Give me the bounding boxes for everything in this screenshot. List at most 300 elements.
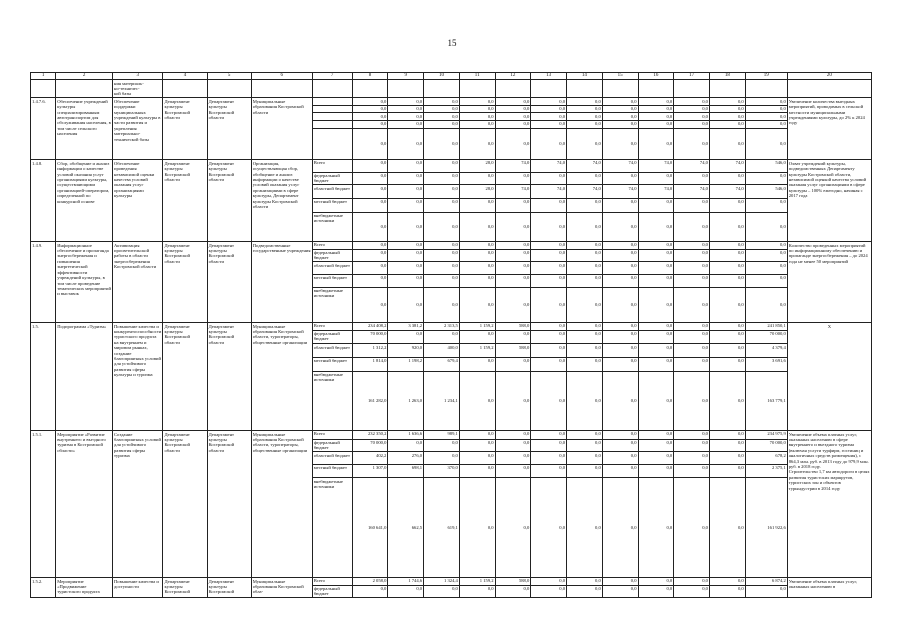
column-number: 10	[424, 73, 460, 80]
row-executor: Департамент культуры Костромской области	[163, 98, 207, 160]
value-cell: 0,0	[639, 98, 674, 105]
value-cell: 0,0	[531, 323, 566, 330]
value-column	[709, 98, 745, 160]
value-cell: 0,0	[487, 141, 494, 147]
row-participants: Организация, осуществляющая сбор, обобщение и анализ информации о качестве условий оказания услуг организациями в сфере культуры, Департамент культуры Костромской области	[251, 160, 312, 242]
value-cell: 74,0	[496, 185, 531, 199]
value-cell: 588,0	[496, 323, 531, 330]
value-column	[745, 160, 787, 242]
value-cell: 0,0	[710, 330, 745, 344]
value-column	[424, 578, 460, 598]
value-cell: 0,0	[496, 113, 531, 121]
value-cell: 1 198,2	[388, 357, 423, 371]
value-cell: 28,0	[460, 160, 495, 172]
value-cell: 0,0	[496, 242, 531, 249]
funding-source: федеральный бюджет	[313, 439, 352, 452]
column-number: 14	[567, 73, 603, 80]
value-cell: 0,0	[531, 578, 566, 585]
value-cell: 0,0	[666, 224, 673, 230]
value-cell: 0,0	[567, 262, 602, 275]
funding-source	[313, 113, 352, 121]
value-column	[352, 578, 388, 598]
value-cell: 679,4	[424, 357, 459, 371]
value-cell: 0,0	[710, 357, 745, 371]
value-cell: 0,0	[746, 198, 787, 212]
value-cell: 163 779,1	[767, 398, 786, 404]
funding-sources	[312, 242, 352, 323]
value-cell: 0,0	[523, 302, 530, 308]
value-cell: 0,0	[460, 249, 495, 262]
value-cell: 0,0	[710, 439, 745, 452]
value-cell: 0,0	[496, 452, 531, 465]
table-row	[31, 431, 872, 578]
value-cell: 0,0	[496, 439, 531, 452]
value-cell: 0,0	[746, 172, 787, 185]
row-executor: Департамент культуры Костромской области	[163, 323, 207, 431]
column-number: 11	[459, 73, 495, 80]
value-column	[459, 323, 495, 431]
value-cell: 0,0	[603, 113, 638, 121]
value-cell: 0,0	[666, 141, 673, 147]
row-content: Активизация просветительской работы в области энергосбережения Костромской области	[112, 242, 162, 323]
value-cell: 0,0	[567, 330, 602, 344]
table-row	[31, 160, 872, 242]
row-content: Обеспечение поддержки муниципальных учреждений культуры в части развития и укрепления материально-технической базы	[112, 98, 162, 160]
funding-source	[313, 105, 352, 113]
value-cell: 0,0	[567, 578, 602, 585]
value-cell: 0,0	[746, 242, 787, 249]
value-cell: 0,0	[567, 172, 602, 185]
column-number: 15	[602, 73, 638, 80]
row-executor: Департамент культуры Костромской области	[163, 160, 207, 242]
value-column	[745, 578, 787, 598]
page-number: 15	[447, 38, 457, 48]
value-cell: 0,0	[460, 242, 495, 249]
value-cell: 0,0	[353, 198, 388, 212]
value-cell: 3 691,6	[746, 357, 787, 371]
value-column	[602, 160, 638, 242]
value-cell: 546,0	[746, 160, 787, 172]
value-cell: 0,0	[639, 249, 674, 262]
column-number: 13	[531, 73, 567, 80]
row-content: Обеспечение проведения независимой оценки качества условий оказания услуг организациями культуры	[112, 160, 162, 242]
value-cell: 0,0	[674, 578, 709, 585]
value-cell: 0,0	[674, 249, 709, 262]
value-cell: 1 312,2	[353, 344, 388, 358]
value-column	[531, 98, 567, 160]
value-cell: 0,0	[710, 431, 745, 439]
row-result: Увеличение объема платных услуг, оказанных населению в	[787, 578, 871, 598]
value-cell: 0,0	[595, 398, 601, 404]
row-result: Увеличение объема платных услуг, оказанных населению в сфере внутреннего и въездного туризма (включая услуги турфирм, гостиниц и аналогичных средств размещения), с 864,3 млн. руб. в 2013 году до 979,9 млн. руб. в 2018 году. Строительство 1,7 км автодороги в целях развития туристских маршрутов, туристских зон и объектов турындустрии в 2014 году	[787, 431, 871, 578]
value-cell: 0,0	[460, 464, 495, 478]
funding-source	[313, 121, 352, 129]
value-cell: 0,0	[487, 302, 494, 308]
value-cell: 0,0	[531, 242, 566, 249]
value-column	[709, 578, 745, 598]
row-coexecutor: Департамент культуры Костромской области	[207, 431, 251, 578]
continuation-row	[31, 80, 872, 98]
value-column	[602, 242, 638, 323]
value-cell: 1 744,6	[388, 578, 423, 585]
row-coexecutor: Департамент культуры Костромской области	[207, 242, 251, 323]
value-cell: 0,0	[674, 172, 709, 185]
value-column	[495, 323, 531, 431]
value-cell: 241 850,1	[746, 323, 787, 330]
value-cell: 0,0	[567, 464, 602, 478]
value-column	[495, 242, 531, 323]
value-column	[352, 160, 388, 242]
value-cell: 0,0	[567, 121, 602, 129]
value-cell: 0,0	[380, 141, 387, 147]
table-row	[31, 242, 872, 323]
row-code: 1.5.2.	[31, 578, 56, 598]
value-cell: 0,0	[674, 113, 709, 121]
value-cell: 0,0	[531, 105, 566, 113]
column-number: 8	[352, 73, 388, 80]
value-cell: 0,0	[496, 431, 531, 439]
value-column	[602, 431, 638, 578]
value-column	[602, 98, 638, 160]
value-cell: 0,0	[639, 242, 674, 249]
value-cell: 0,0	[460, 357, 495, 371]
value-cell: 0,0	[531, 249, 566, 262]
value-cell: 4 379,4	[746, 344, 787, 358]
value-column	[638, 242, 674, 323]
value-column	[709, 242, 745, 323]
funding-sources	[312, 160, 352, 242]
value-cell: 0,0	[567, 198, 602, 212]
value-cell: 1 814,0	[353, 357, 388, 371]
value-cell: 0,0	[567, 452, 602, 465]
funding-source: федеральный бюджет	[313, 249, 352, 262]
value-cell: 0,0	[702, 525, 708, 531]
value-cell: 161 922,6	[767, 525, 786, 531]
funding-source: областной бюджет	[313, 344, 352, 358]
value-cell: 619,1	[447, 525, 458, 531]
row-coexecutor: Департамент культуры Костромской области	[207, 160, 251, 242]
value-cell: 662,5	[411, 525, 423, 531]
value-cell: 0,0	[380, 224, 387, 230]
value-column	[674, 431, 710, 578]
value-cell: 0,0	[388, 172, 423, 185]
funding-source: федеральный бюджет	[313, 330, 352, 344]
value-cell: 0,0	[353, 249, 388, 262]
value-cell: 0,0	[424, 113, 459, 121]
value-cell: 6 874,2	[746, 578, 787, 585]
value-cell: 0,0	[567, 249, 602, 262]
table-row	[31, 578, 872, 598]
funding-source: федеральный бюджет	[313, 172, 352, 185]
value-cell: 0,0	[710, 274, 745, 287]
value-cell: 0,0	[746, 105, 787, 113]
value-cell: 0,0	[603, 431, 638, 439]
column-number: 6	[251, 73, 312, 80]
row-code: 1.4.7.6.	[31, 98, 56, 160]
value-column	[352, 98, 388, 160]
value-cell: 0,0	[460, 98, 495, 105]
value-cell: 0,0	[674, 344, 709, 358]
value-cell: 0,0	[496, 198, 531, 212]
table-body	[31, 73, 872, 598]
value-cell: 0,0	[710, 323, 745, 330]
value-column	[674, 160, 710, 242]
funding-source: Всего	[313, 323, 352, 330]
value-cell: 0,0	[559, 141, 566, 147]
value-cell: 0,0	[639, 262, 674, 275]
value-cell: 0,0	[710, 172, 745, 185]
column-number: 1	[31, 73, 56, 80]
value-cell: 0,0	[487, 585, 494, 591]
value-cell: 0,0	[353, 98, 388, 105]
value-cell: 0,0	[559, 525, 566, 531]
value-cell: 0,0	[603, 249, 638, 262]
value-column	[638, 98, 674, 160]
value-cell: 0,0	[674, 330, 709, 344]
value-cell: 0,0	[424, 330, 459, 344]
value-cell: 0,0	[388, 185, 423, 199]
value-cell: 0,0	[702, 398, 708, 404]
value-cell: 0,0	[416, 141, 423, 147]
value-cell: 1 324,4	[424, 578, 459, 585]
value-cell: 0,0	[710, 242, 745, 249]
value-column	[531, 431, 567, 578]
value-cell: 0,0	[603, 262, 638, 275]
value-cell: 0,0	[531, 262, 566, 275]
value-cell: 0,0	[639, 323, 674, 330]
value-column	[709, 323, 745, 431]
value-cell: 70 000,0	[353, 330, 388, 344]
row-executor: Департамент культуры Костромской области	[163, 431, 207, 578]
value-cell: 0,0	[674, 323, 709, 330]
value-cell: 0,0	[639, 113, 674, 121]
value-cell: 0,0	[353, 185, 388, 199]
value-cell: 0,0	[380, 585, 387, 591]
funding-source: Всего	[313, 242, 352, 249]
value-cell: 74,0	[674, 185, 709, 199]
value-cell: 0,0	[639, 464, 674, 478]
funding-source: Всего	[313, 160, 352, 172]
value-column	[352, 242, 388, 323]
value-cell: 0,0	[710, 105, 745, 113]
value-cell: 0,0	[353, 105, 388, 113]
value-cell: 0,0	[780, 141, 786, 147]
value-cell: 0,0	[630, 398, 637, 404]
value-cell: 0,0	[559, 224, 566, 230]
value-cell: 0,0	[710, 578, 745, 585]
value-cell: 160 641,0	[367, 525, 387, 531]
value-cell: 0,0	[639, 452, 674, 465]
value-column	[531, 323, 567, 431]
funding-source: внебюджетные источники	[313, 478, 343, 490]
value-cell: 0,0	[531, 113, 566, 121]
value-cell: 0,0	[523, 585, 530, 591]
value-cell: 1 636,6	[388, 431, 423, 439]
column-number: 3	[112, 73, 162, 80]
funding-source: внебюджетные источники	[313, 287, 343, 299]
value-cell: 0,0	[674, 242, 709, 249]
value-cell: 70 000,0	[353, 439, 388, 452]
row-coexecutor: Департамент культуры Костромской	[207, 578, 251, 598]
row-code: 1.5.	[31, 323, 56, 431]
value-cell: 0,0	[710, 198, 745, 212]
value-cell: 0,0	[424, 452, 459, 465]
value-column	[531, 242, 567, 323]
value-cell: 0,0	[460, 198, 495, 212]
value-cell: 0,0	[674, 98, 709, 105]
row-content: Повышение качества и конкурентоспособности туристского продукта на внутреннем и мировом рынках, создание благоприятных условий для устойчивого развития сферы культуры и туризма	[112, 323, 162, 431]
column-number: 18	[709, 73, 745, 80]
value-cell: 0,0	[666, 302, 673, 308]
value-column	[674, 578, 710, 598]
value-cell: 0,0	[603, 452, 638, 465]
value-column	[567, 98, 603, 160]
value-cell: 0,0	[496, 357, 531, 371]
value-column	[495, 431, 531, 578]
value-cell: 0,0	[639, 344, 674, 358]
value-cell: 0,0	[674, 262, 709, 275]
column-number-row	[31, 73, 872, 80]
value-cell: 0,0	[567, 439, 602, 452]
value-cell: 0,0	[710, 121, 745, 129]
value-cell: 0,0	[416, 224, 423, 230]
row-content: Создание благоприятных условий для устойчивого развития сферы туризма	[112, 431, 162, 578]
value-cell: 0,0	[639, 198, 674, 212]
value-cell: 0,0	[639, 172, 674, 185]
value-cell: 0,0	[424, 172, 459, 185]
value-cell: 0,0	[353, 172, 388, 185]
value-cell: 0,0	[531, 431, 566, 439]
value-cell: 74,0	[603, 160, 638, 172]
value-cell: 0,0	[487, 224, 494, 230]
value-cell: 2 313,5	[424, 323, 459, 330]
value-cell: 0,0	[531, 344, 566, 358]
value-column	[388, 578, 424, 598]
value-cell: 74,0	[710, 185, 745, 199]
value-cell: 0,0	[567, 323, 602, 330]
value-cell: 0,0	[388, 160, 423, 172]
value-cell: 0,0	[710, 464, 745, 478]
value-cell: 70 000,0	[746, 330, 787, 344]
value-cell: 0,0	[388, 198, 423, 212]
value-cell: 0,0	[460, 121, 495, 129]
value-cell: 161 282,0	[367, 398, 387, 404]
value-cell: 74,0	[531, 185, 566, 199]
value-column	[674, 323, 710, 431]
value-cell: 0,0	[388, 274, 423, 287]
value-cell: 0,0	[531, 330, 566, 344]
value-cell: 0,0	[639, 330, 674, 344]
funding-sources	[312, 431, 352, 578]
funding-source: областной бюджет	[313, 262, 352, 275]
value-column	[709, 431, 745, 578]
value-column	[352, 431, 388, 578]
value-cell: 0,0	[603, 330, 638, 344]
value-cell: 0,0	[424, 105, 459, 113]
value-cell: 0,0	[496, 262, 531, 275]
value-cell: 0,0	[595, 585, 601, 591]
value-cell: 0,0	[416, 585, 423, 591]
value-column	[745, 98, 787, 160]
value-column	[459, 431, 495, 578]
row-result: Охват учреждений культуры, подведомственных Департаменту культуры Костромской области, независимой оценкой качества условий оказания услуг организациями в сфере культуры – 100% ежегодно, начиная с 2017 года	[787, 160, 871, 242]
value-cell: 0,0	[567, 98, 602, 105]
value-column	[459, 578, 495, 598]
value-cell: 1 159,2	[460, 344, 495, 358]
value-cell: 0,0	[567, 113, 602, 121]
value-cell: 0,0	[674, 121, 709, 129]
value-cell: 28,0	[460, 185, 495, 199]
funding-source: местный бюджет	[313, 464, 352, 478]
value-cell: 0,0	[710, 249, 745, 262]
value-cell: 0,0	[639, 121, 674, 129]
funding-source: Всего	[313, 578, 352, 585]
value-cell: 0,0	[452, 302, 458, 308]
value-cell: 74,0	[603, 185, 638, 199]
value-column	[674, 242, 710, 323]
value-column	[638, 160, 674, 242]
value-cell: 1 263,0	[408, 398, 423, 404]
value-cell: 0,0	[523, 525, 530, 531]
value-cell: 74,0	[674, 160, 709, 172]
row-participants: Муниципальные образования Костромской области	[251, 98, 312, 160]
row-executor: Департамент культуры Костромской области	[163, 242, 207, 323]
value-column	[638, 323, 674, 431]
value-cell: 402,2	[353, 452, 388, 465]
value-cell: 0,0	[496, 172, 531, 185]
value-column	[674, 98, 710, 160]
column-number: 4	[163, 73, 207, 80]
value-column	[638, 578, 674, 598]
value-cell: 0,0	[710, 452, 745, 465]
value-cell: 0,0	[595, 302, 601, 308]
funding-source: Всего	[313, 431, 352, 439]
value-cell: 0,0	[531, 98, 566, 105]
value-cell: 0,0	[666, 585, 673, 591]
value-cell: 0,0	[674, 439, 709, 452]
value-cell: 0,0	[702, 224, 708, 230]
value-column	[424, 242, 460, 323]
value-cell: 400,0	[424, 344, 459, 358]
value-cell: 0,0	[523, 141, 530, 147]
table-row	[31, 98, 872, 160]
value-cell: 0,0	[737, 398, 744, 404]
column-number: 12	[495, 73, 531, 80]
row-content: Повышение качества и доступности	[112, 578, 162, 598]
value-cell: 0,0	[380, 302, 387, 308]
value-cell: 0,0	[531, 172, 566, 185]
funding-sources	[312, 98, 352, 160]
value-cell: 0,0	[595, 224, 601, 230]
funding-source: местный бюджет	[313, 198, 352, 212]
value-cell: 0,0	[674, 464, 709, 478]
value-cell: 0,0	[424, 121, 459, 129]
value-column	[388, 242, 424, 323]
value-cell: 0,0	[710, 262, 745, 275]
value-cell: 1 159,2	[460, 323, 495, 330]
value-cell: 0,0	[603, 198, 638, 212]
value-cell: 0,0	[666, 398, 673, 404]
value-cell: 0,0	[460, 274, 495, 287]
value-cell: 0,0	[424, 198, 459, 212]
row-name: Подпрограмма «Туризм»	[56, 323, 113, 431]
value-cell: 0,0	[630, 224, 637, 230]
value-cell: 0,0	[666, 525, 673, 531]
value-cell: 0,0	[452, 224, 458, 230]
value-cell: 0,0	[531, 274, 566, 287]
value-cell: 0,0	[496, 98, 531, 105]
value-cell: 0,0	[595, 141, 601, 147]
